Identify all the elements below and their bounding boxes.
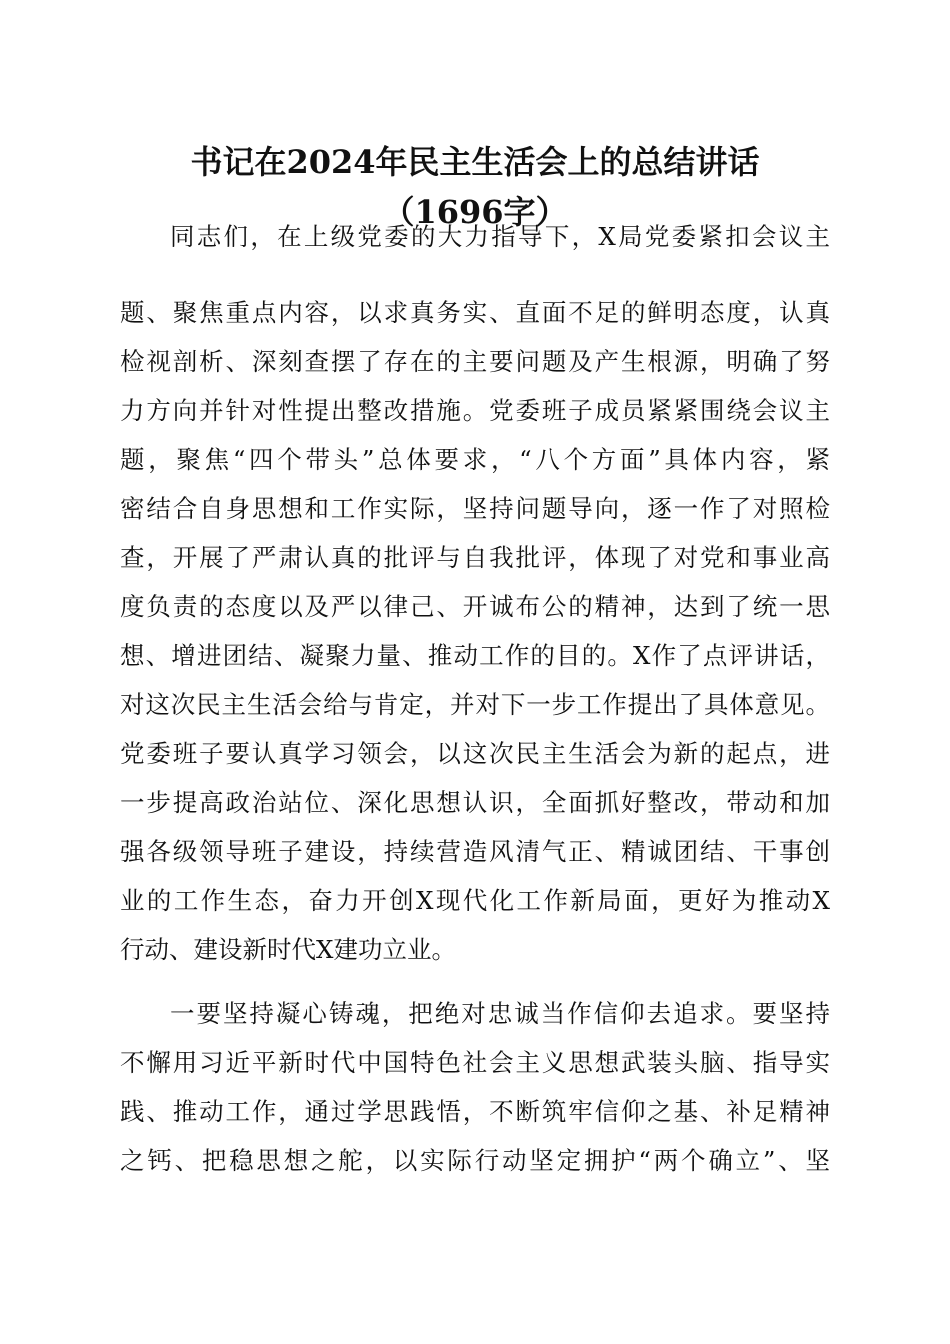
paragraph-1-line: 题，聚焦“四个带头”总体要求，“八个方面”具体内容，紧 bbox=[120, 445, 830, 474]
paragraph-1-line: 力方向并针对性提出整改措施。党委班子成员紧紧围绕会议主 bbox=[120, 396, 830, 425]
paragraph-2-line: 不懈用习近平新时代中国特色社会主义思想武装头脑、指导实 bbox=[120, 1048, 830, 1077]
paragraph-2-line: 一要坚持凝心铸魂，把绝对忠诚当作信仰去追求。要坚持 bbox=[170, 999, 830, 1028]
paragraph-1-line: 一步提高政治站位、深化思想认识，全面抓好整改，带动和加 bbox=[120, 788, 830, 817]
paragraph-1-line: 同志们，在上级党委的大力指导下，X局党委紧扣会议主 bbox=[170, 222, 830, 251]
document-title: 书记在2024年民主生活会上的总结讲话 bbox=[190, 143, 760, 181]
paragraph-1-line: 度负责的态度以及严以律己、开诚布公的精神，达到了统一思 bbox=[120, 592, 830, 621]
paragraph-1-line: 业的工作生态，奋力开创X现代化工作新局面，更好为推动X bbox=[120, 886, 830, 915]
paragraph-1-line: 题、聚焦重点内容，以求真务实、直面不足的鲜明态度，认真 bbox=[120, 298, 830, 327]
paragraph-1-line: 行动、建设新时代X建功立业。 bbox=[120, 935, 456, 964]
paragraph-1-line: 查，开展了严肃认真的批评与自我批评，体现了对党和事业高 bbox=[120, 543, 830, 572]
paragraph-1-line: 检视剖析、深刻查摆了存在的主要问题及产生根源，明确了努 bbox=[120, 347, 830, 376]
paragraph-1-line: 强各级领导班子建设，持续营造风清气正、精诚团结、干事创 bbox=[120, 837, 830, 866]
paragraph-2-line: 之钙、把稳思想之舵，以实际行动坚定拥护“两个确立”、坚 bbox=[120, 1146, 830, 1175]
paragraph-1-line: 密结合自身思想和工作实际，坚持问题导向，逐一作了对照检 bbox=[120, 494, 830, 523]
paragraph-1-line: 党委班子要认真学习领会，以这次民主生活会为新的起点，进 bbox=[120, 739, 830, 768]
paragraph-1-line: 对这次民主生活会给与肯定，并对下一步工作提出了具体意见。 bbox=[120, 690, 830, 719]
paragraph-1-line: 想、增进团结、凝聚力量、推动工作的目的。X作了点评讲话， bbox=[120, 641, 830, 670]
paragraph-2-line: 践、推动工作，通过学思践悟，不断筑牢信仰之基、补足精神 bbox=[120, 1097, 830, 1126]
document-subtitle: （1696字） bbox=[382, 193, 568, 231]
